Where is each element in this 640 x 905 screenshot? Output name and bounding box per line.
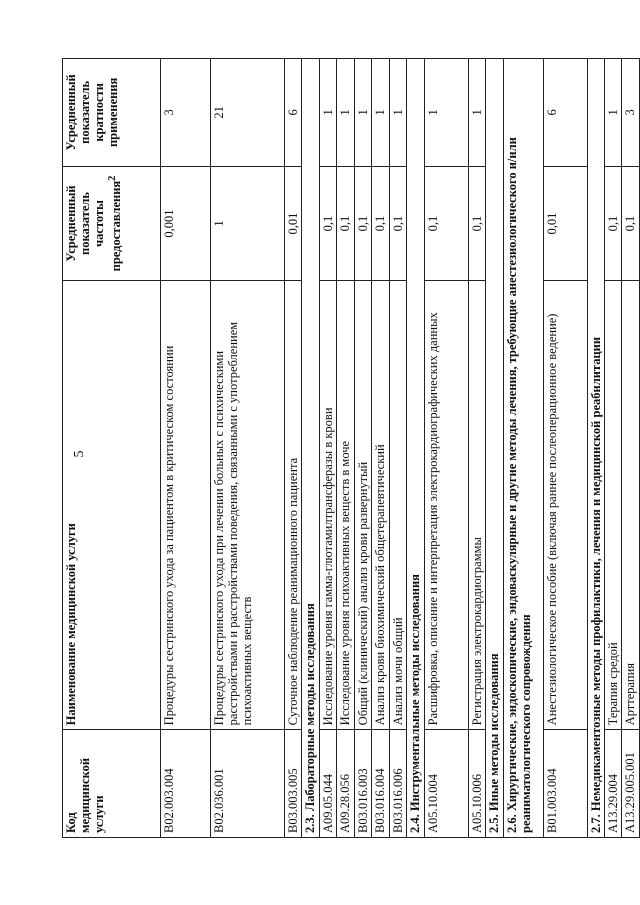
section-title: 2.6. Хирургические, эндоскопические, эндоваскулярные и другие методы лечения, требующие анестезиологического и/или реаниматологического сопровождения: [503, 59, 543, 838]
page-number: 5: [72, 450, 87, 458]
cell-multiplicity: 1: [319, 59, 336, 167]
header-multiplicity: Усредненный показатель кратности применения: [63, 59, 161, 167]
cell-frequency: 0,1: [622, 166, 640, 281]
table-row: [604, 59, 621, 838]
cell-frequency: 1: [211, 166, 285, 281]
cell-code: B02.003.004: [161, 730, 211, 838]
cell-frequency: 0,01: [543, 166, 587, 281]
table-row: [285, 59, 302, 838]
table-row: [622, 59, 640, 838]
section-row-instrumental: [407, 59, 424, 838]
cell-name: Арттерапия: [622, 281, 640, 730]
table-row: [211, 59, 285, 838]
cell-multiplicity: 1: [354, 59, 371, 167]
table-row: [337, 59, 354, 838]
cell-frequency: 0,1: [468, 166, 485, 281]
table-row: [389, 59, 406, 838]
cell-name: Процедуры сестринского ухода при лечении больных с психическими расстройствами и расстройствами поведения, связанными с употреблением психоактивных веществ: [211, 281, 285, 730]
cell-name: Суточное наблюдение реанимационного пациента: [285, 281, 302, 730]
cell-code: B03.003.005: [285, 730, 302, 838]
cell-name: Исследование уровня гамма-глютамилтрансферазы в крови: [319, 281, 336, 730]
header-name: Наименование медицинской услуги: [63, 281, 161, 730]
cell-frequency: 0,1: [372, 166, 389, 281]
cell-name: Процедуры сестринского ухода за пациентом в критическом состоянии: [161, 281, 211, 730]
cell-name: Анализ мочи общий: [389, 281, 406, 730]
cell-code: A09.05.044: [319, 730, 336, 838]
cell-multiplicity: 21: [211, 59, 285, 167]
rotated-page: [62, 58, 640, 838]
section-title: 2.4. Инструментальные методы исследования: [407, 59, 424, 838]
cell-multiplicity: 1: [372, 59, 389, 167]
cell-frequency: 0,1: [319, 166, 336, 281]
cell-name: Общий (клинический) анализ крови развернутый: [354, 281, 371, 730]
cell-multiplicity: 6: [285, 59, 302, 167]
table-row: [424, 59, 468, 838]
table-row: [543, 59, 587, 838]
cell-frequency: 0,1: [424, 166, 468, 281]
table-row: [468, 59, 485, 838]
cell-frequency: 0,01: [285, 166, 302, 281]
cell-multiplicity: 1: [424, 59, 468, 167]
cell-multiplicity: 1: [604, 59, 621, 167]
cell-name: Анестезиологическое пособие (включая раннее послеоперационное ведение): [543, 281, 587, 730]
cell-name: Терапия средой: [604, 281, 621, 730]
cell-code: A13.29.005.001: [622, 730, 640, 838]
cell-code: B01.003.004: [543, 730, 587, 838]
cell-name: Исследование уровня психоактивных веществ в моче: [337, 281, 354, 730]
section-title: 2.7. Немедикаментозные методы профилактики, лечения и медицинской реабилитации: [587, 59, 604, 838]
cell-frequency: 0,001: [161, 166, 211, 281]
section-row-nonmedication: [587, 59, 604, 838]
cell-frequency: 0,1: [337, 166, 354, 281]
cell-frequency: 0,1: [389, 166, 406, 281]
footnote-marker: 2: [107, 175, 118, 181]
cell-code: A05.10.004: [424, 730, 468, 838]
cell-multiplicity: 6: [543, 59, 587, 167]
section-row-lab: [302, 59, 319, 838]
table-row: [372, 59, 389, 838]
header-code: Код медицинской услуги: [63, 730, 161, 838]
table-header-row: [63, 59, 161, 838]
cell-code: B03.016.006: [389, 730, 406, 838]
section-row-surgical: [503, 59, 543, 838]
cell-name: Анализ крови биохимический общетерапевтический: [372, 281, 389, 730]
cell-frequency: 0,1: [604, 166, 621, 281]
table-row: [319, 59, 336, 838]
cell-multiplicity: 3: [161, 59, 211, 167]
section-title: 2.3. Лабораторные методы исследования: [302, 59, 319, 838]
cell-code: A09.28.056: [337, 730, 354, 838]
cell-name: Расшифровка, описание и интерпретация электрокардиографических данных: [424, 281, 468, 730]
cell-multiplicity: 1: [389, 59, 406, 167]
cell-frequency: 0,1: [354, 166, 371, 281]
cell-code: A05.10.006: [468, 730, 485, 838]
table-row: [161, 59, 211, 838]
cell-code: B02.036.001: [211, 730, 285, 838]
cell-code: A13.29.004: [604, 730, 621, 838]
cell-multiplicity: 3: [622, 59, 640, 167]
cell-name: Регистрация электрокардиограммы: [468, 281, 485, 730]
header-frequency: [63, 166, 161, 281]
cell-code: B03.016.003: [354, 730, 371, 838]
cell-code: B03.016.004: [372, 730, 389, 838]
services-table: [62, 58, 640, 838]
cell-multiplicity: 1: [468, 59, 485, 167]
header-frequency-text: Усредненный показатель частоты предоставления: [64, 180, 124, 272]
table-row: [354, 59, 371, 838]
section-title: 2.5. Иные методы исследования: [486, 59, 503, 838]
section-row-other: [486, 59, 503, 838]
cell-multiplicity: 1: [337, 59, 354, 167]
